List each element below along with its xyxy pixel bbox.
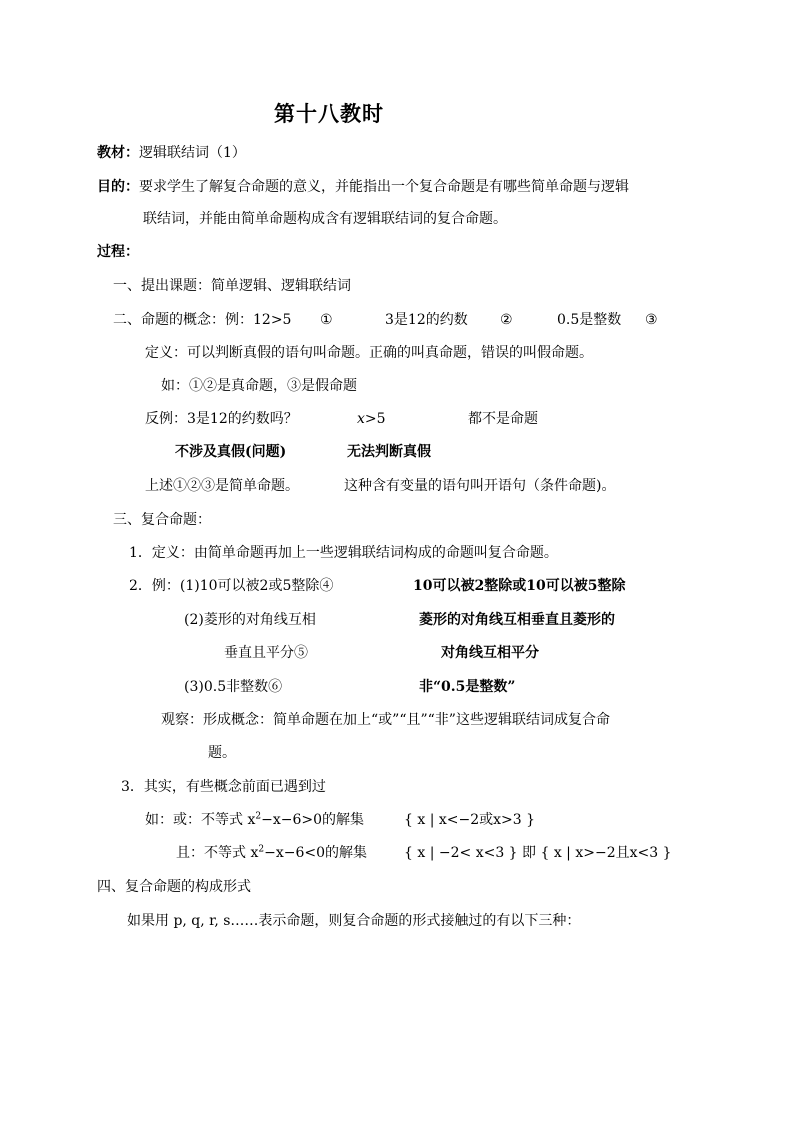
variable-x: x bbox=[357, 411, 365, 427]
section-1: 一、提出课题：简单逻辑、逻辑联结词 bbox=[113, 278, 351, 294]
example-2-right-a: 菱形的对角线互相垂直且菱形的 bbox=[419, 612, 615, 628]
proposition-definition: 定义：可以判断真假的语句叫命题。正确的叫真命题，错误的叫假命题。 bbox=[145, 345, 593, 361]
objective-text-1: 要求学生了解复合命题的意义，并能指出一个复合命题是有哪些简单命题与逻辑 bbox=[139, 179, 629, 195]
or-solution-set: { x | x<−2或x>3 } bbox=[404, 812, 536, 828]
section-4-head: 四、复合命题的构成形式 bbox=[97, 879, 251, 895]
and-example-text: 且：不等式 x bbox=[176, 845, 259, 861]
process-label: 过程： bbox=[97, 244, 139, 260]
lesson-title: 第十八教时 bbox=[274, 101, 384, 126]
counter-example-label: 反例：3是12的约数吗？ bbox=[145, 411, 298, 427]
objective-line-1 bbox=[97, 177, 629, 197]
section-4-text: 如果用 p, q, r, s……表示命题，则复合命题的形式接触过的有以下三种： bbox=[127, 913, 581, 929]
marker-3: ③ bbox=[645, 312, 658, 328]
or-example bbox=[145, 810, 364, 830]
or-exponent: 2 bbox=[255, 811, 262, 822]
section-3-head: 三、复合命题： bbox=[113, 512, 211, 528]
material-label: 教材： bbox=[97, 145, 139, 161]
example-2-right-b: 对角线互相平分 bbox=[441, 645, 539, 661]
and-exponent: 2 bbox=[258, 844, 265, 855]
example-2-left-a: (2)菱形的对角线互相 bbox=[184, 612, 316, 628]
counter-example-rest: >5 bbox=[364, 411, 386, 427]
example-1-right: 10可以被2整除或10可以被5整除 bbox=[413, 578, 626, 594]
material-text: 逻辑联结词（1） bbox=[139, 145, 246, 161]
example-2-left-b: 垂直且平分⑤ bbox=[224, 645, 308, 661]
note-no-truth: 不涉及真假(问题) bbox=[175, 444, 287, 460]
objective-label: 目的： bbox=[97, 179, 139, 195]
example-3-left: (3)0.5非整数⑥ bbox=[184, 679, 283, 695]
note-cannot-judge: 无法判断真假 bbox=[347, 444, 431, 460]
and-example-inequality: −x−6<0的解集 bbox=[264, 845, 367, 861]
observation-line-1: 观察：形成概念：简单命题在加上“或”“且”“非”这些逻辑联结词成复合命 bbox=[161, 712, 610, 728]
example-2: 3是12的约数 bbox=[385, 312, 468, 328]
seen-before: 3．其实，有些概念前面已遇到过 bbox=[121, 779, 326, 795]
summary-simple: 上述①②③是简单命题。 bbox=[145, 478, 299, 494]
and-solution-set: { x | −2< x<3 } 即 { x | x>−2且x<3 } bbox=[404, 845, 672, 861]
and-example bbox=[176, 843, 367, 863]
summary-open-sentence: 这种含有变量的语句叫开语句（条件命题)。 bbox=[344, 478, 616, 494]
material-line bbox=[97, 143, 246, 163]
compound-definition: 1．定义：由简单命题再加上一些逻辑联结词构成的命题叫复合命题。 bbox=[129, 545, 558, 561]
or-example-inequality: −x−6>0的解集 bbox=[261, 812, 364, 828]
objective-line-2: 联结词，并能由简单命题构成含有逻辑联结词的复合命题。 bbox=[143, 211, 507, 227]
example-3-right: 非“0.5是整数” bbox=[419, 679, 516, 695]
counter-example-expression bbox=[357, 409, 386, 429]
counter-example-tail: 都不是命题 bbox=[468, 411, 538, 427]
marker-2: ② bbox=[500, 312, 513, 328]
section-2-head: 二、命题的概念：例：12>5 bbox=[113, 312, 292, 328]
or-example-text: 如：或：不等式 x bbox=[145, 812, 256, 828]
example-1-left: 2．例：(1)10可以被2或5整除④ bbox=[129, 578, 334, 594]
observation-line-2: 题。 bbox=[208, 745, 236, 761]
example-3: 0.5是整数 bbox=[557, 312, 622, 328]
proposition-example: 如：①②是真命题，③是假命题 bbox=[161, 378, 357, 394]
marker-1: ① bbox=[320, 312, 333, 328]
